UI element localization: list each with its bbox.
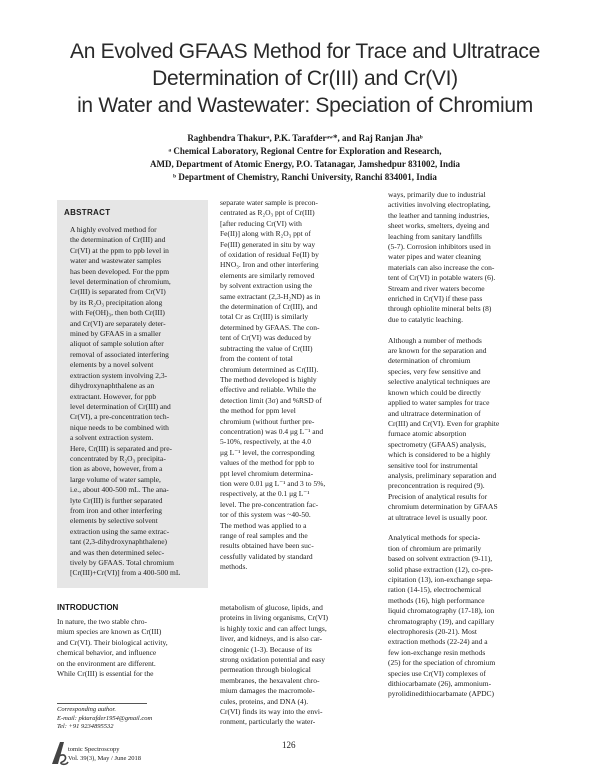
column-2-line: HNO₃. Iron and other interfering xyxy=(220,260,319,270)
column-3-p2-line: applied to water samples for trace xyxy=(388,398,490,408)
column-2-line: centrated as R₂O₃ ppt of Cr(III) xyxy=(220,208,315,218)
abstract-line: the determination of Cr(III) and xyxy=(70,235,166,245)
column-2-line: separate water sample is precon- xyxy=(220,198,318,207)
column-3-p1-line: through ophiolite mineral belts (8) xyxy=(388,304,492,314)
column-2-line: determined by GFAAS. The con- xyxy=(220,322,320,332)
column-3-p2-line: determination of chromium xyxy=(388,356,471,366)
column-2-line: the method for ppm level xyxy=(220,406,296,416)
page-number: 126 xyxy=(282,740,296,750)
column-2-line: level. The pre-concentration fac- xyxy=(220,499,319,509)
column-2-line: μg L⁻¹ level, the corresponding xyxy=(220,447,315,457)
column-2-bottom-line: proteins in living organisms, Cr(VI) xyxy=(220,613,328,623)
column-3-p2-line: Precision of analytical results for xyxy=(388,491,488,501)
column-3-p3-line: chromatography (19), and capillary xyxy=(388,616,495,626)
abstract-line: i.e., about 400-500 mL. The ana- xyxy=(70,485,169,495)
column-2-line: effective and reliable. While the xyxy=(220,385,317,395)
author-names: Raghbendra Thakurᵃ, P.K. Tarafderᵃʷ*, and Raj Ranjan Jhaᵇ xyxy=(187,133,423,143)
column-3-p3-line: tion of chromium are primarily xyxy=(388,543,482,553)
column-2-line: Fe(II)] along with R₂O₃ ppt of xyxy=(220,229,311,239)
abstract-line: elements by selective solvent xyxy=(70,516,158,526)
column-3-p3-line: based on solvent extraction (9-11), xyxy=(388,554,493,564)
column-3-p2-line: furnace atomic absorption xyxy=(388,429,467,439)
footnote-tel: Tel: +91 9234895532 xyxy=(57,723,114,730)
column-3-p1-line: the leather and tanning industries, xyxy=(388,210,490,220)
introduction-line: mium species are known as Cr(III) xyxy=(57,627,162,637)
affiliation-b: ᵇ Department of Chemistry, Ranchi University, Ranchi 834001, India xyxy=(173,172,437,182)
abstract-line: removal of associated interfering xyxy=(70,349,169,359)
title-line-3: in Water and Wastewater: Speciation of Chromium xyxy=(77,94,533,117)
column-3-p3-line: ration (14-15), electrochemical xyxy=(388,585,482,595)
abstract-line: Cr(VI) at the ppm to ppb level in xyxy=(70,245,169,255)
abstract-line: aliquot of sample solution after xyxy=(70,339,164,349)
column-2-line: chromium (without further pre- xyxy=(220,416,315,426)
column-2-line: total Cr as Cr(III) is similarly xyxy=(220,312,309,322)
column-3-p1-line: water pipes and water cleaning xyxy=(388,252,481,262)
column-3-p2-line: at ultratrace level is usually poor. xyxy=(388,512,488,522)
abstract-heading: ABSTRACT xyxy=(64,208,111,217)
abstract-line: mined by GFAAS in a smaller xyxy=(70,329,161,339)
column-2-line: respectively, at the 0.1 μg L⁻¹ xyxy=(220,489,310,499)
journal-name: tomic Spectroscopy xyxy=(68,746,120,753)
column-3-p3-line: extraction methods (22-24) and a xyxy=(388,637,488,647)
column-3-p2-line: Cr(III) and Cr(VI). Even for graphite xyxy=(388,418,500,428)
column-2-line: range of real samples and the xyxy=(220,531,308,540)
introduction-text xyxy=(57,617,207,679)
column-3-p3-line: Analytical methods for specia- xyxy=(388,533,481,543)
column-3-p1-line: enriched in Cr(VI) if these pass xyxy=(388,294,483,304)
column-3-p2-line: preconcentration is required (9). xyxy=(388,481,485,491)
abstract-line: level determination of Cr(III) and xyxy=(70,401,171,411)
column-2-line: detection limit (3σ) and %RSD of xyxy=(220,395,322,405)
column-3-p2-line: which is considered to be a highly xyxy=(388,450,491,460)
abstract-line: dihydroxynaphthalene as an xyxy=(70,381,155,391)
column-2-bottom-line: strong oxidation potential and easy xyxy=(220,655,325,665)
column-2-bottom-line: metabolism of glucose, lipids, and xyxy=(220,603,323,612)
introduction-heading: INTRODUCTION xyxy=(57,603,119,612)
column-2-line: [after reducing Cr(VI) with xyxy=(220,218,302,228)
affiliation-a-line-1: ᵃ Chemical Laboratory, Regional Centre for Exploration and Research, xyxy=(168,146,442,156)
column-3-text xyxy=(388,190,558,700)
abstract-line: extraction using the same extrac- xyxy=(70,526,170,536)
abstract-line: Cr(VI), a pre-concentration tech- xyxy=(70,412,170,422)
column-3-p2-line: Although a number of methods xyxy=(388,335,482,345)
footnote xyxy=(57,706,152,732)
column-3-p2-line: selective analytical techniques are xyxy=(388,377,491,387)
column-3-p1-line: due to catalytic leaching. xyxy=(388,314,463,324)
column-3-p3-line: solid phase extraction (12), co-pre- xyxy=(388,564,494,574)
column-2-line: same extractant (2,3-H₂ND) as in xyxy=(220,291,321,301)
column-3-p3-line: pyrolidinedithiocarbamate (APDC) xyxy=(388,689,495,699)
column-2-line: values of the method for ppb to xyxy=(220,458,315,468)
journal-info xyxy=(68,745,141,763)
column-3-p1-line: Stream and river waters become xyxy=(388,283,485,293)
column-3-p3-line: methods (16), high performance xyxy=(388,595,485,605)
column-2-line: 5-10%, respectively, at the 4.0 xyxy=(220,437,311,447)
footnote-email: E-mail: pktarafder1954@gmail.com xyxy=(57,714,153,722)
column-2-line: cessfully validated by standard xyxy=(220,551,313,561)
introduction-line: In nature, the two stable chro- xyxy=(57,617,147,626)
introduction-line: and Cr(VI). Their biological activity, xyxy=(57,637,168,647)
column-2-bottom-line: is highly toxic and can affect lungs, xyxy=(220,623,327,633)
column-2-line: The method was applied to a xyxy=(220,520,307,530)
column-2-line: tion were 0.01 μg L⁻¹ and 3 to 5%, xyxy=(220,478,326,488)
column-2-line: The method developed is highly xyxy=(220,374,317,384)
abstract-line: concentrated by R₂O₃ precipita- xyxy=(70,453,166,463)
column-3-p2-line: analysis, preliminary separation and xyxy=(388,470,497,480)
column-3-p2-line: and ultratrace determination of xyxy=(388,408,481,418)
abstract-line: by its R₂O₃ precipitation along xyxy=(70,297,163,307)
journal-issue: Vol. 39(3), May / June 2018 xyxy=(68,755,142,762)
column-3-p3-line: liquid chromatography (17-18), ion xyxy=(388,606,495,616)
column-3-p2-line: sensitive tool for instrumental xyxy=(388,460,478,470)
column-2-bottom-line: mium damages the macromole- xyxy=(220,686,315,696)
abstract-line: level determination of chromium, xyxy=(70,277,171,287)
column-3-p2-line: are known for the separation and xyxy=(388,346,487,356)
column-2-bottom-line: cinogenic (1-3). Because of its xyxy=(220,644,312,654)
footnote-rule xyxy=(57,703,147,704)
column-2-line: tent of Cr(VI) was deduced by xyxy=(220,333,312,343)
column-2-bottom-line: Cr(VI) finds its way into the envi- xyxy=(220,707,323,717)
affiliation-a-line-2: AMD, Department of Atomic Energy, P.O. Tatanagar, Jamshedpur 831002, India xyxy=(150,159,460,169)
column-2-bottom-line: liver, and kidneys, and is also car- xyxy=(220,634,323,644)
column-3-p3-line: species use Cr(VI) complexes of xyxy=(388,668,486,678)
abstract-line: extraction system involving 2,3- xyxy=(70,370,168,380)
footnote-corresponding: Corresponding author. xyxy=(57,706,116,713)
author-block xyxy=(40,132,570,184)
column-2-line: chromium determined as Cr(III). xyxy=(220,364,319,374)
abstract-line: water and wastewater samples xyxy=(70,256,162,266)
column-2-line: methods. xyxy=(220,562,248,572)
column-2-line: subtracting the value of Cr(III) xyxy=(220,343,313,353)
column-3-p1-line: leaching from sanitary landfills xyxy=(388,231,482,241)
column-3-p3-line: few ion-exchange resin methods xyxy=(388,647,486,657)
column-2-bottom-line: ronment, particularly the water- xyxy=(220,717,316,727)
column-2-line: the determination of Cr(III), and xyxy=(220,302,318,312)
title-line-1: An Evolved GFAAS Method for Trace and Ultratrace xyxy=(70,40,540,63)
abstract-line: and was then determined selec- xyxy=(70,547,165,557)
column-3-p1-line: materials can also increase the con- xyxy=(388,262,495,272)
abstract-line: Here, Cr(III) is separated and pre- xyxy=(70,443,173,453)
column-3-p2-line: known which could be directly xyxy=(388,387,481,397)
abstract-text xyxy=(70,225,204,579)
introduction-line: chemical behavior, and influence xyxy=(57,648,157,658)
column-2-line: results obtained have been suc- xyxy=(220,541,314,551)
introduction-line: on the environment are different. xyxy=(57,658,156,668)
column-2-line: ppt level chromium determina- xyxy=(220,468,314,478)
abstract-line: a solvent extraction system. xyxy=(70,433,154,443)
column-3-p1-line: sheet works, smelters, dyeing and xyxy=(388,221,490,231)
column-3-p2-line: spectrometry (GFAAS) analysis, xyxy=(388,439,486,449)
abstract-line: with Fe(OH)₃, then both Cr(III) xyxy=(70,308,165,318)
column-3-p2-line: chromium determination by GFAAS xyxy=(388,502,498,512)
column-2-line: Fe(III) generated in situ by way xyxy=(220,239,316,249)
abstract-line: Cr(III) is separated from Cr(VI) xyxy=(70,287,166,297)
column-2-bottom-line: membranes, the hexavalent chro- xyxy=(220,675,320,685)
abstract-line: from iron and other interfering xyxy=(70,505,163,515)
column-3-p1-line: tent of Cr(VI) in potable waters (6). xyxy=(388,273,496,283)
column-2-line: from the content of total xyxy=(220,354,293,364)
column-3-p3-line: dithiocarbamate (26), ammonium- xyxy=(388,679,492,689)
column-3-p3-line: (25) for the speciation of chromium xyxy=(388,658,496,668)
abstract-line: tant (2,3-dihydroxynaphthalene) xyxy=(70,537,168,547)
column-2-top-text xyxy=(220,198,370,573)
paragraph-gap xyxy=(388,325,558,335)
paragraph-gap xyxy=(388,523,558,533)
journal-logo-icon xyxy=(50,740,70,766)
title-line-2: Determination of Cr(III) and Cr(VI) xyxy=(152,67,458,90)
abstract-line: tion as above, however, from a xyxy=(70,464,163,474)
abstract-line: extractant. However, for ppb xyxy=(70,391,157,401)
column-2-bottom-line: permeation through biological xyxy=(220,665,311,675)
abstract-line: has been developed. For the ppm xyxy=(70,266,170,276)
column-3-p1-line: (5-7). Corrosion inhibitors used in xyxy=(388,242,491,252)
abstract-line: and Cr(VI) are separately deter- xyxy=(70,318,166,328)
abstract-line: nique needs to be combined with xyxy=(70,422,169,432)
column-2-line: by solvent extraction using the xyxy=(220,281,313,291)
column-2-bottom-line: cules, proteins, and DNA (4). xyxy=(220,696,309,706)
abstract-line: [Cr(III)+Cr(VI)] from a 400-500 mL xyxy=(70,568,181,578)
abstract-line: tively by GFAAS. Total chromium xyxy=(70,558,174,567)
abstract-line: A highly evolved method for xyxy=(70,225,157,234)
column-3-p3-line: electrophoresis (20-21). Most xyxy=(388,627,477,637)
column-2-line: tor of this system was ~40-50. xyxy=(220,510,311,520)
column-2-bottom-text xyxy=(220,603,370,728)
abstract-line: elements by a novel solvent xyxy=(70,360,154,370)
column-2-line: elements are similarly removed xyxy=(220,270,315,280)
abstract-line: lyte Cr(III) is further separated xyxy=(70,495,163,505)
column-2-line: of oxidation of residual Fe(II) by xyxy=(220,250,319,260)
column-2-line: concentration) was 0.4 μg L⁻¹ and xyxy=(220,426,324,436)
column-3-p1-line: ways, primarily due to industrial xyxy=(388,190,486,199)
abstract-line: large volume of water sample, xyxy=(70,474,161,484)
column-3-p2-line: species, very few sensitive and xyxy=(388,366,481,376)
introduction-line: While Cr(III) is essential for the xyxy=(57,669,154,679)
paper-title xyxy=(40,38,570,119)
column-3-p1-line: activities involving electroplating, xyxy=(388,200,491,210)
column-3-p3-line: cipitation (13), ion-exchange sepa- xyxy=(388,575,493,584)
